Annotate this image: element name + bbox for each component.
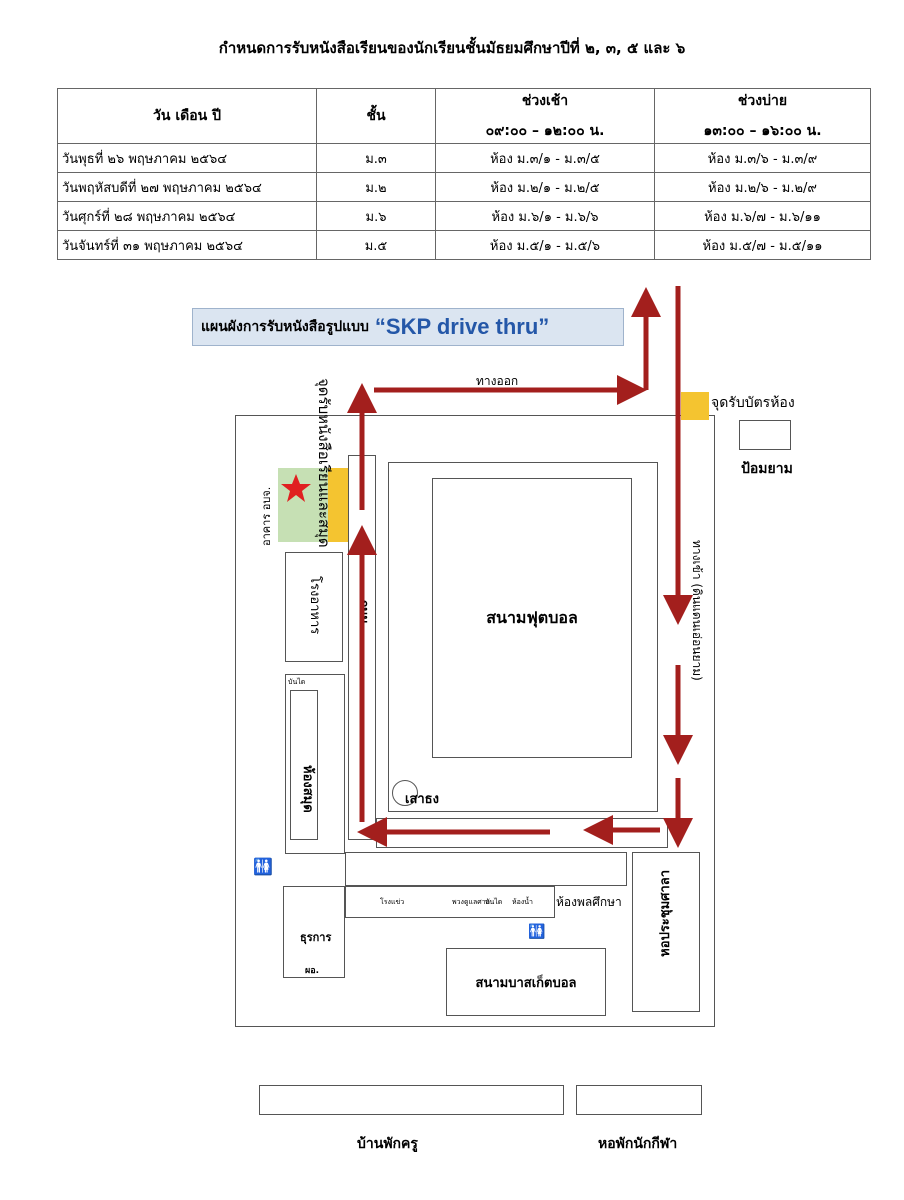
- flagpole-label: เสาธง: [405, 792, 439, 807]
- header-afternoon-time: ๑๓:๐๐ – ๑๖:๐๐ น.: [703, 123, 822, 139]
- restroom-icon: 🚻: [528, 924, 546, 940]
- cell-date: วันพฤหัสบดีที่ ๒๗ พฤษภาคม ๒๕๖๔: [58, 173, 317, 202]
- basketball-court: สนามบาสเก็ตบอล: [446, 948, 606, 1016]
- office-label: ธุรการ: [300, 931, 332, 944]
- exit-label: ทางออก: [476, 374, 519, 388]
- stairs-label: บันได: [288, 678, 306, 686]
- header-date: วัน เดือน ปี: [58, 89, 317, 144]
- cell-afternoon: ห้อง ม.๕/๗ - ม.๕/๑๑: [655, 231, 871, 260]
- small-room-3: บันได: [485, 898, 503, 906]
- director-label: ผอ.: [305, 966, 320, 976]
- restroom-icon: 🚻: [253, 857, 273, 876]
- small-room-1: โรงแข่ว: [380, 898, 405, 906]
- book-point-label: จุดรับหนังสือเรียนและสมุด: [315, 378, 333, 548]
- teacher-house-label: บ้านพักครู: [357, 1136, 418, 1152]
- cell-morning: ห้อง ม.๓/๑ - ม.๓/๕: [436, 144, 655, 173]
- sports-room-label: ห้องพลศึกษา: [556, 895, 622, 909]
- cell-grade: ม.๕: [317, 231, 436, 260]
- header-grade: ชั้น: [317, 89, 436, 144]
- football-field: สนามฟุตบอล: [432, 478, 632, 758]
- cell-grade: ม.๖: [317, 202, 436, 231]
- cell-morning: ห้อง ม.๒/๑ - ม.๒/๕: [436, 173, 655, 202]
- cell-grade: ม.๓: [317, 144, 436, 173]
- cell-afternoon: ห้อง ม.๖/๗ - ม.๖/๑๑: [655, 202, 871, 231]
- banner-prefix: แผนผังการรับหนังสือรูปแบบ: [201, 319, 369, 335]
- teacher-house-box: [259, 1085, 564, 1115]
- header-morning-time: ๐๙:๐๐ – ๑๒:๐๐ น.: [485, 123, 605, 139]
- card-point-label: จุดรับบัตรห้อง: [711, 395, 795, 411]
- canteen-label: โรงอาหาร: [307, 576, 322, 635]
- header-afternoon-label: ช่วงบ่าย: [737, 93, 788, 109]
- cell-morning: ห้อง ม.๕/๑ - ม.๕/๖: [436, 231, 655, 260]
- page-title: กำหนดการรับหนังสือเรียนของนักเรียนชั้นมัธยมศึกษาปีที่ ๒, ๓, ๕ และ ๖: [218, 39, 686, 57]
- hall-label: หอประชุมศาลา: [658, 870, 673, 957]
- athlete-dorm-box: [576, 1085, 702, 1115]
- small-room-2: พวงดูแลศาล: [452, 898, 490, 906]
- guard-post-label: ป้อมยาม: [741, 461, 793, 477]
- cell-date: วันจันทร์ที่ ๓๑ พฤษภาคม ๒๕๖๔: [58, 231, 317, 260]
- cell-afternoon: ห้อง ม.๓/๖ - ม.๓/๙: [655, 144, 871, 173]
- cell-date: วันศุกร์ที่ ๒๘ พฤษภาคม ๒๕๖๔: [58, 202, 317, 231]
- admin-building-label: อาคาร อบจ.: [260, 486, 273, 546]
- cell-date: วันพุธที่ ๒๖ พฤษภาคม ๒๕๖๔: [58, 144, 317, 173]
- cell-afternoon: ห้อง ม.๒/๖ - ม.๒/๙: [655, 173, 871, 202]
- cell-grade: ม.๒: [317, 173, 436, 202]
- small-room-4: ห้องน้ำ: [512, 898, 533, 906]
- entrance-label: ทางเข้า (ดินแดนเอ่อนยาม): [690, 540, 704, 681]
- cell-morning: ห้อง ม.๖/๑ - ม.๖/๖: [436, 202, 655, 231]
- header-morning-label: ช่วงเช้า: [521, 93, 569, 109]
- athlete-dorm-label: หอพักนักกีฬา: [598, 1136, 678, 1152]
- road-left-label: ถนน: [357, 600, 371, 624]
- library-label: ห้องสมุด: [300, 765, 315, 813]
- banner-highlight: “SKP drive thru”: [374, 314, 550, 339]
